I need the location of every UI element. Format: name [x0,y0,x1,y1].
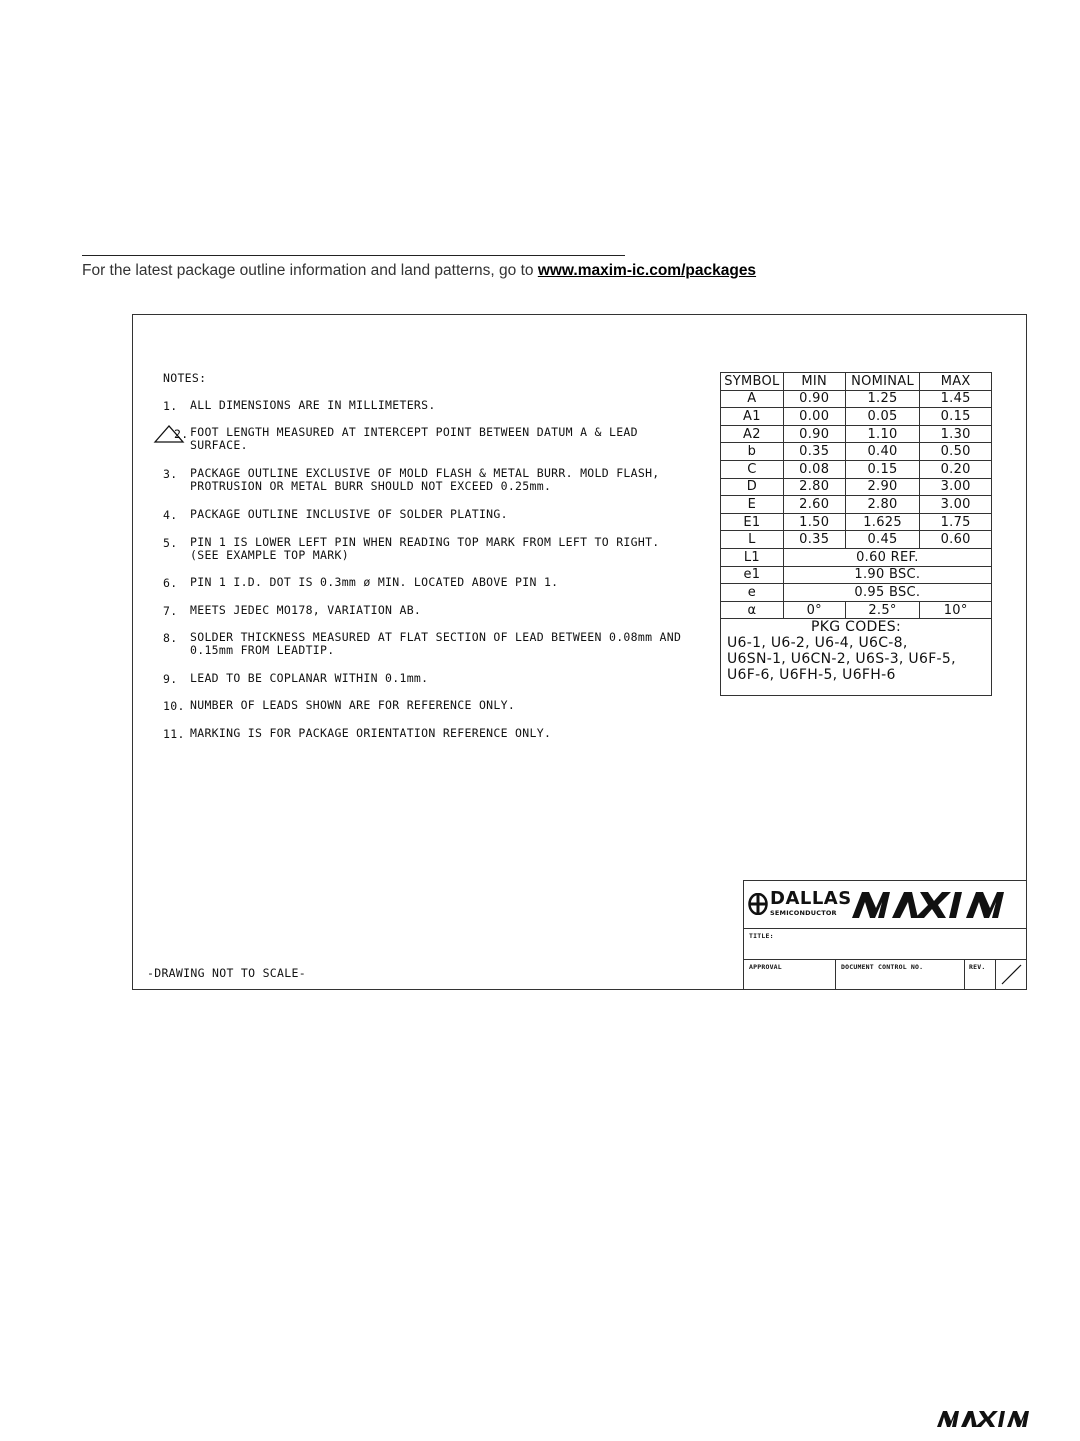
note-text: MARKING IS FOR PACKAGE ORIENTATION REFERENCE ONLY. [190,726,552,740]
cell-min: 2.60 [783,496,845,514]
title-block [743,880,1027,990]
cell-min: 0.35 [783,531,845,549]
title-field [744,929,1027,960]
note-num: 11. [163,727,185,741]
note-text: PACKAGE OUTLINE INCLUSIVE OF SOLDER PLATING. [190,507,508,521]
note-num: 6. [163,576,178,590]
note-num: 2. [174,427,189,441]
cell-nominal: 0.15 [845,460,920,478]
cell-symbol: A [721,390,784,408]
cell-max: 1.75 [920,513,992,531]
table-row [721,548,992,566]
pkg-codes-box [720,618,992,696]
note-num: 1. [163,399,178,413]
header-max: MAX [920,373,992,391]
note-text: MEETS JEDEC MO178, VARIATION AB. [190,603,422,617]
approval-label: APPROVAL [749,963,782,971]
table-row [721,390,992,408]
cell-value: 1.90 BSC. [783,566,991,584]
cell-value: 0.95 BSC. [783,584,991,602]
footer-maxim-logo-icon [937,1411,1049,1427]
cell-max: 1.30 [920,425,992,443]
cell-min: 0° [783,601,845,619]
cell-max: 10° [920,601,992,619]
note-text: FOOT LENGTH MEASURED AT INTERCEPT POINT BETWEEN DATUM A & LEAD SURFACE. [190,425,638,452]
cell-value: 0.60 REF. [783,548,991,566]
cell-symbol: b [721,443,784,461]
cell-max: 0.15 [920,408,992,426]
cell-symbol: L [721,531,784,549]
cell-min: 0.08 [783,460,845,478]
pkg-codes-line: U6SN-1, U6CN-2, U6S-3, U6F-5, [727,651,956,667]
cell-nominal: 1.25 [845,390,920,408]
maxim-logo-icon [852,892,1024,918]
table-header-row [721,373,992,391]
dallas-logo-icon [748,893,768,915]
table-row [721,478,992,496]
header-nominal: NOMINAL [845,373,920,391]
cell-symbol: A1 [721,408,784,426]
cell-nominal: 1.625 [845,513,920,531]
document-control-cell [836,960,965,990]
dallas-wordmark: DALLAS [770,888,852,909]
sheet-slash-icon [996,960,1027,990]
cell-symbol: e1 [721,566,784,584]
note-num: 7. [163,604,178,618]
cell-symbol: e [721,584,784,602]
header-min: MIN [783,373,845,391]
drawing-not-to-scale: -DRAWING NOT TO SCALE- [147,966,306,980]
note-text: PACKAGE OUTLINE EXCLUSIVE OF MOLD FLASH & METAL BURR. MOLD FLASH, PROTRUSION OR METAL BURR SHOULD NOT EXCEED 0.25mm. [190,466,660,493]
table-row [721,443,992,461]
cell-min: 1.50 [783,513,845,531]
notes-title: NOTES: [163,371,207,385]
table-row [721,460,992,478]
packages-link[interactable]: www.maxim-ic.com/packages [537,262,757,279]
package-drawing [132,314,1027,990]
cell-min: 0.90 [783,425,845,443]
table-row [721,408,992,426]
cell-nominal: 1.10 [845,425,920,443]
dallas-subtitle: SEMICONDUCTOR [770,909,837,917]
approval-cell [744,960,836,990]
cell-symbol: L1 [721,548,784,566]
cell-max: 0.60 [920,531,992,549]
cell-nominal: 0.05 [845,408,920,426]
table-row [721,584,992,602]
note-num: 8. [163,631,178,645]
cell-max: 1.45 [920,390,992,408]
cell-symbol: E1 [721,513,784,531]
rev-label: REV. [969,963,986,971]
note-num: 5. [163,536,178,550]
title-label: TITLE: [749,932,774,940]
dimension-table [720,372,992,619]
cell-min: 2.80 [783,478,845,496]
cell-min: 0.35 [783,443,845,461]
cell-max: 0.20 [920,460,992,478]
cell-symbol: E [721,496,784,514]
intro-line [82,262,756,280]
table-row [721,513,992,531]
title-block-logos [744,881,1027,929]
note-text: PIN 1 IS LOWER LEFT PIN WHEN READING TOP MARK FROM LEFT TO RIGHT. (SEE EXAMPLE TOP MARK) [190,535,660,562]
cell-max: 3.00 [920,496,992,514]
cell-nominal: 0.45 [845,531,920,549]
table-row [721,601,992,619]
table-row [721,531,992,549]
note-text: LEAD TO BE COPLANAR WITHIN 0.1mm. [190,671,429,685]
note-text: PIN 1 I.D. DOT IS 0.3mm ø MIN. LOCATED ABOVE PIN 1. [190,575,559,589]
note-num: 4. [163,508,178,522]
note-num: 3. [163,467,178,481]
table-row [721,496,992,514]
rev-cell [965,960,996,990]
cell-nominal: 2.80 [845,496,920,514]
intro-text: For the latest package outline information and land patterns, go to [82,262,538,279]
cell-max: 3.00 [920,478,992,496]
note-num: 9. [163,672,178,686]
cell-symbol: α [721,601,784,619]
cell-symbol: A2 [721,425,784,443]
note-text: ALL DIMENSIONS ARE IN MILLIMETERS. [190,398,436,412]
table-row [721,566,992,584]
table-row [721,425,992,443]
cell-nominal: 2.90 [845,478,920,496]
pkg-codes-title: PKG CODES: [811,619,901,635]
cell-symbol: D [721,478,784,496]
note-text: SOLDER THICKNESS MEASURED AT FLAT SECTION OF LEAD BETWEEN 0.08mm AND 0.15mm FROM LEADTIP. [190,630,682,657]
cell-symbol: C [721,460,784,478]
header-rule [82,255,625,256]
cell-min: 0.90 [783,390,845,408]
document-control-label: DOCUMENT CONTROL NO. [841,963,924,971]
cell-max: 0.50 [920,443,992,461]
pkg-codes-line: U6F-6, U6FH-5, U6FH-6 [727,667,896,683]
cell-nominal: 0.40 [845,443,920,461]
cell-min: 0.00 [783,408,845,426]
note-text: NUMBER OF LEADS SHOWN ARE FOR REFERENCE ONLY. [190,698,516,712]
cell-nominal: 2.5° [845,601,920,619]
header-symbol: SYMBOL [721,373,784,391]
approval-row [744,960,1027,990]
pkg-codes-line: U6-1, U6-2, U6-4, U6C-8, [727,635,908,651]
note-num: 10. [163,699,185,713]
